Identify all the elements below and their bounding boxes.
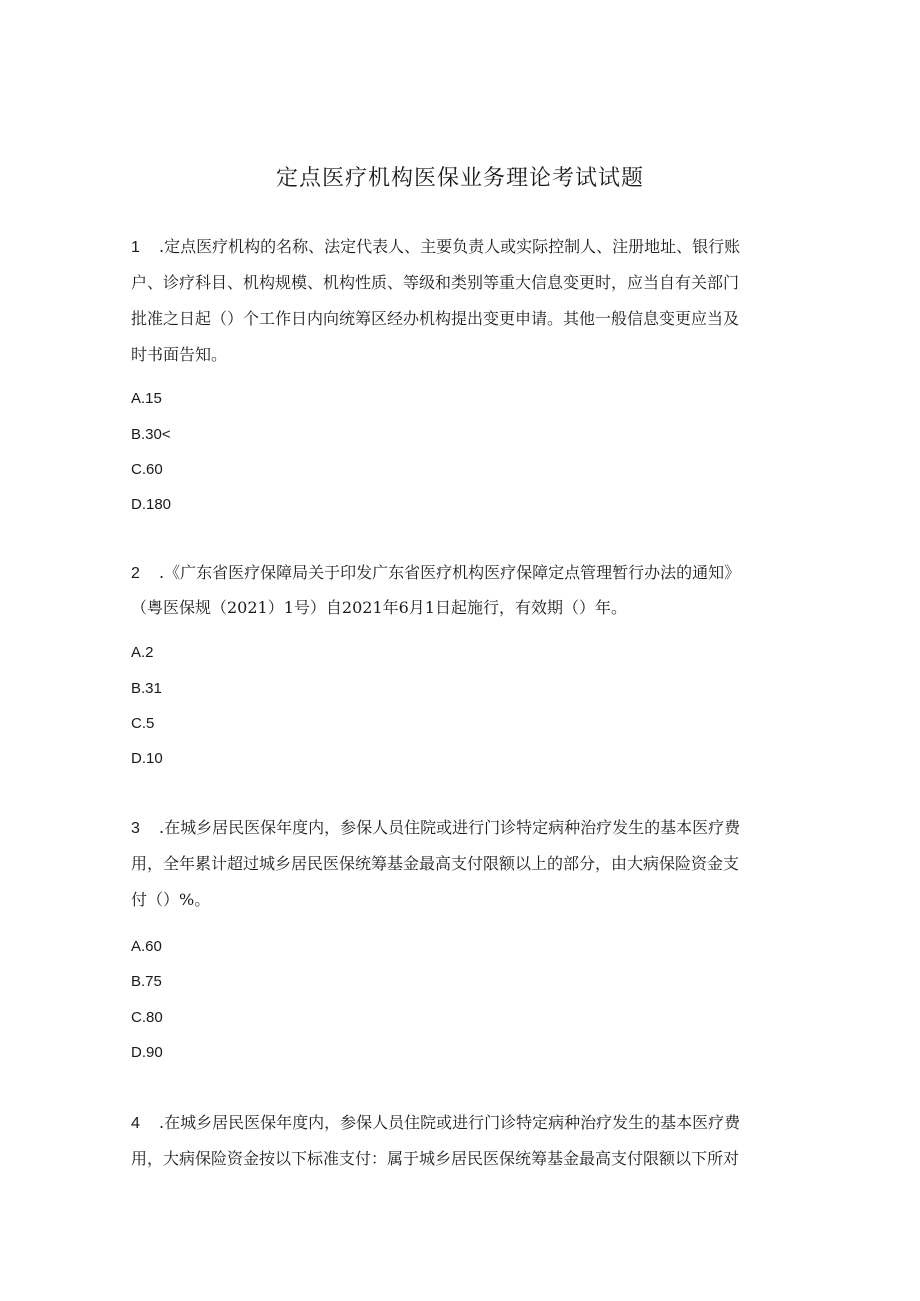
question-line: 付（）%。 [131, 890, 211, 909]
option-b: B.75 [131, 973, 162, 990]
option-b: B.30< [131, 426, 171, 443]
question-line [131, 562, 740, 585]
page-title: 定点医疗机构医保业务理论考试试题 [275, 166, 644, 191]
question-line: 用，全年累计超过城乡居民医保统筹基金最高支付限额以上的部分，由大病保险资金支 [131, 854, 740, 873]
option-c: C.5 [131, 715, 155, 732]
option-d: D.90 [131, 1044, 163, 1061]
question-line: 时书面告知。 [131, 345, 228, 364]
option-d: D.180 [131, 496, 172, 513]
question-line: 用，大病保险资金按以下标准支付：属于城乡居民医保统筹基金最高支付限额以下所对 [131, 1149, 740, 1168]
option-a: A.60 [131, 938, 162, 955]
option-d: D.10 [131, 750, 163, 767]
option-c: C.60 [131, 461, 163, 478]
question-line: 批准之日起（）个工作日内向统筹区经办机构提出变更申请。其他一般信息变更应当及 [131, 309, 740, 328]
question-text: .在城乡居民医保年度内，参保人员住院或进行门诊特定病种治疗发生的基本医疗费 [159, 1113, 741, 1132]
question-line [131, 236, 740, 259]
question-line [131, 817, 740, 840]
question-number: 1 [131, 239, 140, 256]
option-a: A.15 [131, 390, 162, 407]
question-number: 3 [131, 820, 140, 837]
question-line [131, 1112, 740, 1135]
question-text: .《广东省医疗保障局关于印发广东省医疗机构医疗保障定点管理暂行办法的通知》 [159, 563, 741, 582]
question-number: 2 [131, 565, 140, 582]
question-line: 户、诊疗科目、机构规模、机构性质、等级和类别等重大信息变更时，应当自有关部门 [131, 273, 740, 292]
option-a: A.2 [131, 644, 154, 661]
option-b: B.31 [131, 680, 162, 697]
option-c: C.80 [131, 1009, 163, 1026]
question-line: （粤医保规（2021）1号）自2021年6月1日起施行，有效期（）年。 [131, 598, 627, 617]
question-text: .定点医疗机构的名称、法定代表人、主要负责人或实际控制人、注册地址、银行账 [159, 237, 741, 256]
question-number: 4 [131, 1115, 140, 1132]
question-text: .在城乡居民医保年度内，参保人员住院或进行门诊特定病种治疗发生的基本医疗费 [159, 818, 741, 837]
